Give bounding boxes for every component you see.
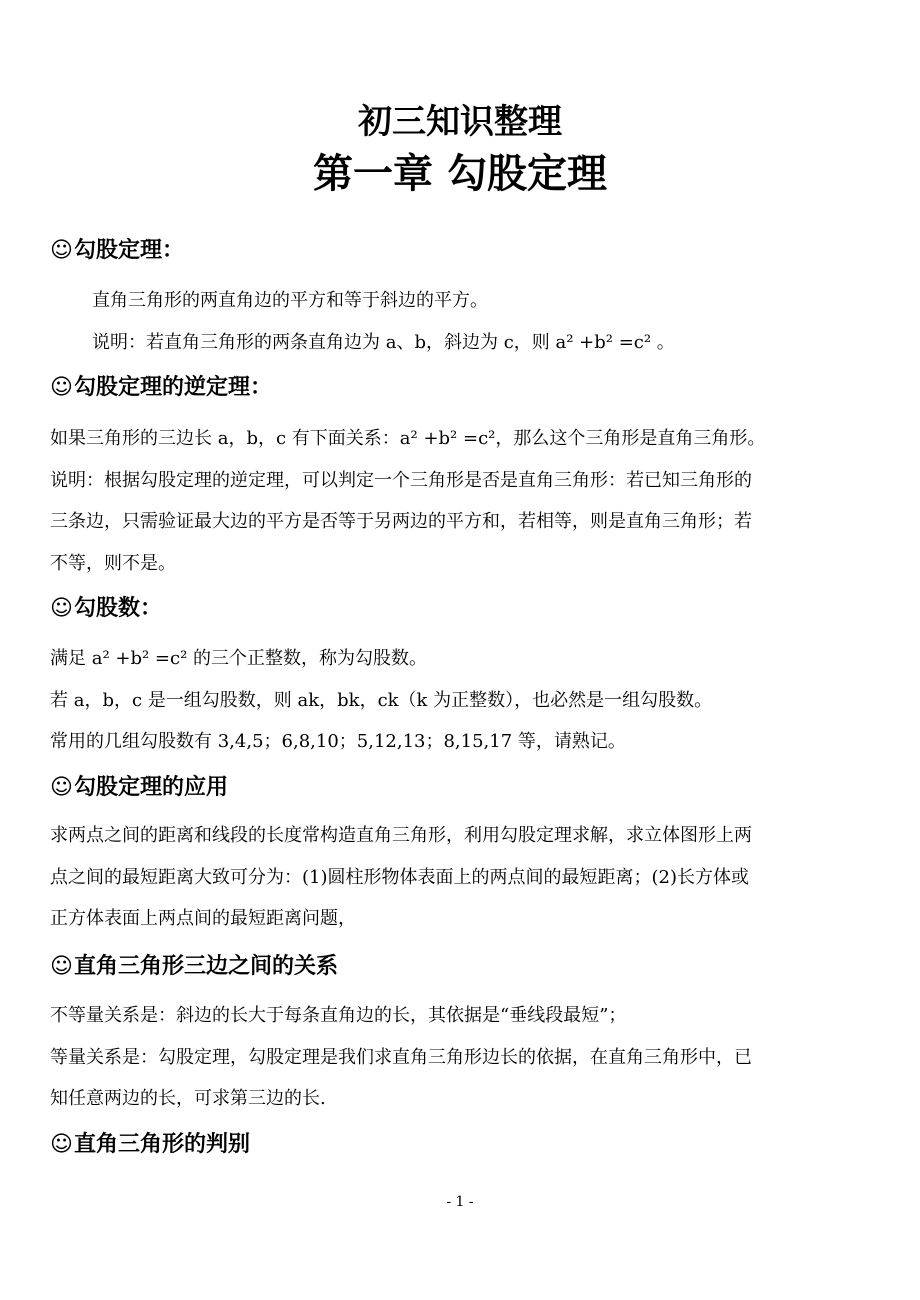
smiley-icon: ☺ (50, 596, 73, 621)
section-heading (50, 236, 184, 266)
paragraph-line: 常用的几组勾股数有 3,4,5；6,8,10；5,12,13；8,15,17 等，请熟记。 (50, 731, 626, 752)
paragraph-line: 满足 a² +b² =c² 的三个正整数，称为勾股数。 (50, 648, 428, 669)
smiley-icon: ☺ (50, 375, 73, 400)
paragraph-line: 说明：若直角三角形的两条直角边为 a、b，斜边为 c，则 a² +b² =c² 。 (92, 331, 675, 353)
section-body (50, 638, 872, 763)
section-heading-text: 勾股定理的应用 (73, 775, 228, 800)
smiley-icon: ☺ (50, 954, 73, 979)
section-body (50, 418, 872, 584)
section-body (50, 995, 872, 1120)
section-body (92, 280, 872, 363)
smiley-icon: ☺ (50, 238, 73, 263)
paragraph-line: 正方体表面上两点间的最短距离问题， (50, 908, 356, 929)
section-heading-text: 直角三角形的判别 (73, 1132, 250, 1157)
paragraph-line: 三条边，只需验证最大边的平方是否等于另两边的平方和，若相等，则是直角三角形；若 (50, 511, 752, 532)
paragraph-line: 等量关系是：勾股定理，勾股定理是我们求直角三角形边长的依据，在直角三角形中，已 (50, 1046, 752, 1068)
section-heading-text: 直角三角形三边之间的关系 (73, 954, 338, 979)
paragraph-line: 知任意两边的长，可求第三边的长. (50, 1088, 326, 1109)
section-heading (50, 952, 338, 982)
paragraph-line: 求两点之间的距离和线段的长度常构造直角三角形，利用勾股定理求解，求立体图形上两 (50, 825, 752, 846)
smiley-icon: ☺ (50, 1132, 73, 1157)
section-heading-text: 勾股定理的逆定理： (73, 375, 272, 400)
page-number: - 1 - (446, 1194, 474, 1210)
section-heading (50, 373, 272, 403)
chapter-title: 第一章 勾股定理 (313, 151, 607, 197)
paragraph-line: 点之间的最短距离大致可分为：(1)圆柱形物体表面上的两点间的最短距离；(2)长方体或 (50, 866, 749, 888)
section-heading (50, 594, 162, 624)
paragraph-line: 如果三角形的三边长 a，b，c 有下面关系：a² +b² =c²，那么这个三角形是直角三角形。 (50, 428, 766, 449)
section-heading-text: 勾股数： (73, 596, 162, 621)
paragraph-line: 不等量关系是：斜边的长大于每条直角边的长，其依据是“垂线段最短”； (50, 1005, 627, 1026)
paragraph-line: 不等，则不是。 (50, 552, 176, 574)
paragraph-line: 说明：根据勾股定理的逆定理，可以判定一个三角形是否是直角三角形：若已知三角形的 (50, 469, 752, 491)
section-heading-text: 勾股定理： (73, 238, 184, 263)
section-heading (50, 1130, 250, 1160)
section-body (50, 815, 872, 940)
paragraph-line: 若 a，b，c 是一组勾股数，则 ak，bk，ck（k 为正整数），也必然是一组勾股数。 (50, 689, 713, 711)
paragraph-line: 直角三角形的两直角边的平方和等于斜边的平方。 (92, 290, 488, 311)
section-heading (50, 773, 228, 803)
document-title: 初三知识整理 (358, 102, 562, 142)
smiley-icon: ☺ (50, 775, 73, 800)
